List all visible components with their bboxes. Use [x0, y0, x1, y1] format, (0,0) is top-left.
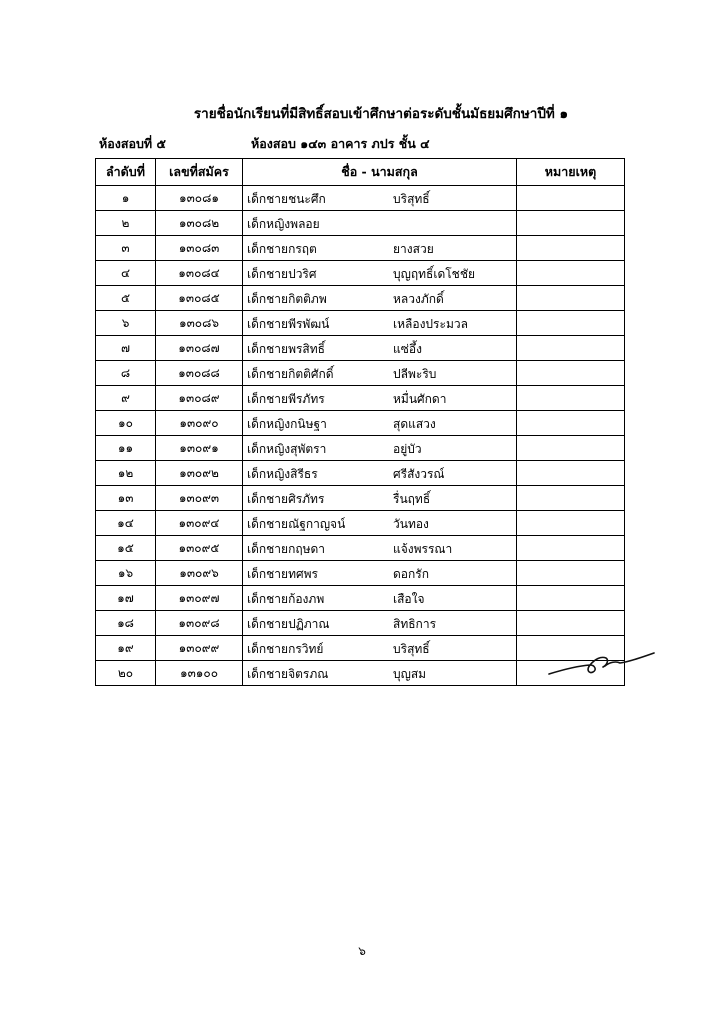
table-row — [96, 511, 625, 536]
table-row — [96, 361, 625, 386]
row-remarks — [517, 336, 625, 361]
student-first-name: เด็กชายจิตรภณ — [247, 667, 329, 681]
row-application-number: ๑๓๑๐๐ — [156, 661, 243, 686]
student-last-name: สิทธิการ — [393, 617, 437, 631]
row-remarks — [517, 411, 625, 436]
row-remarks — [517, 386, 625, 411]
table-row — [96, 411, 625, 436]
table-row — [96, 286, 625, 311]
student-first-name: เด็กหญิงพลอย — [247, 217, 320, 231]
row-full-name — [243, 186, 517, 211]
row-order-number: ๒๐ — [96, 661, 156, 686]
row-application-number: ๑๓๐๙๐ — [156, 411, 243, 436]
student-last-name: แซ่อึ้ง — [393, 342, 422, 356]
document-title: รายชื่อนักเรียนที่มีสิทธิ์สอบเข้าศึกษาต่อระดับชั้นมัธยมศึกษาปีที่ ๑ — [193, 106, 569, 122]
header-application-number: เลขที่สมัคร — [156, 159, 243, 186]
row-order-number: ๓ — [96, 236, 156, 261]
student-first-name: เด็กชายกรวิทย์ — [247, 642, 324, 656]
row-full-name — [243, 286, 517, 311]
row-remarks — [517, 561, 625, 586]
row-application-number: ๑๓๐๙๗ — [156, 586, 243, 611]
row-order-number: ๙ — [96, 386, 156, 411]
page-number: ๖ — [358, 944, 366, 958]
exam-room-number: ห้องสอบที่ ๕ — [99, 136, 166, 151]
row-remarks — [517, 311, 625, 336]
table-row — [96, 236, 625, 261]
student-last-name: บริสุทธิ์ — [393, 192, 430, 206]
row-full-name — [243, 311, 517, 336]
row-remarks — [517, 536, 625, 561]
table-row — [96, 536, 625, 561]
row-remarks — [517, 436, 625, 461]
row-remarks — [517, 511, 625, 536]
row-application-number: ๑๓๐๙๓ — [156, 486, 243, 511]
student-first-name: เด็กหญิงสุพัตรา — [247, 442, 327, 456]
student-first-name: เด็กชายก้องภพ — [247, 592, 325, 606]
row-remarks — [517, 586, 625, 611]
row-order-number: ๑ — [96, 186, 156, 211]
row-application-number: ๑๓๐๘๒ — [156, 211, 243, 236]
row-full-name — [243, 611, 517, 636]
student-last-name: แจ้งพรรณา — [393, 542, 453, 556]
exam-room-location: ห้องสอบ ๑๔๓ อาคาร ภปร ชั้น ๔ — [251, 136, 430, 151]
table-header-row — [96, 159, 625, 186]
student-roster-table — [95, 158, 625, 686]
row-full-name — [243, 236, 517, 261]
row-full-name — [243, 261, 517, 286]
table-row — [96, 586, 625, 611]
student-last-name: บริสุทธิ์ — [393, 642, 430, 656]
row-application-number: ๑๓๐๘๕ — [156, 286, 243, 311]
table-body — [96, 186, 625, 686]
table-row — [96, 186, 625, 211]
student-first-name: เด็กชายกิตติศักดิ์ — [247, 367, 334, 381]
row-application-number: ๑๓๐๘๘ — [156, 361, 243, 386]
row-application-number: ๑๓๐๘๙ — [156, 386, 243, 411]
row-remarks — [517, 611, 625, 636]
table-row — [96, 486, 625, 511]
student-last-name: วันทอง — [393, 517, 429, 531]
row-full-name — [243, 386, 517, 411]
row-remarks — [517, 261, 625, 286]
row-full-name — [243, 436, 517, 461]
row-remarks — [517, 486, 625, 511]
student-last-name: หมื่นศักดา — [393, 392, 447, 406]
row-full-name — [243, 336, 517, 361]
student-first-name: เด็กชายกฤษดา — [247, 542, 326, 556]
student-last-name: อยู่บัว — [393, 442, 422, 456]
student-first-name: เด็กชายพรสิทธิ์ — [247, 342, 325, 356]
student-last-name: บุญฤทธิ์เดโชชัย — [393, 267, 476, 281]
student-last-name: หลวงภักดิ์ — [393, 292, 444, 306]
row-order-number: ๔ — [96, 261, 156, 286]
header-full-name: ชื่อ - นามสกุล — [243, 159, 517, 186]
student-first-name: เด็กหญิงกนิษฐา — [247, 417, 327, 431]
table-row — [96, 211, 625, 236]
signature-mark — [546, 646, 658, 678]
student-first-name: เด็กหญิงสิรีธร — [247, 467, 318, 481]
row-order-number: ๕ — [96, 286, 156, 311]
row-application-number: ๑๓๐๙๔ — [156, 511, 243, 536]
row-remarks — [517, 211, 625, 236]
table-row — [96, 336, 625, 361]
header-order-number: ลำดับที่ — [96, 159, 156, 186]
row-application-number: ๑๓๐๙๘ — [156, 611, 243, 636]
student-first-name: เด็กชายพีรพัฒน์ — [247, 317, 330, 331]
student-first-name: เด็กชายศิรภัทร — [247, 492, 325, 506]
student-last-name: ดอกรัก — [393, 567, 429, 581]
row-full-name — [243, 536, 517, 561]
student-last-name: ปลีพะริบ — [393, 367, 437, 381]
row-application-number: ๑๓๐๘๓ — [156, 236, 243, 261]
row-application-number: ๑๓๐๘๖ — [156, 311, 243, 336]
student-first-name: เด็กชายปฏิภาณ — [247, 617, 330, 631]
table-row — [96, 561, 625, 586]
row-full-name — [243, 661, 517, 686]
row-remarks — [517, 186, 625, 211]
student-first-name: เด็กชายพีรภัทร — [247, 392, 325, 406]
row-order-number: ๑๒ — [96, 461, 156, 486]
row-full-name — [243, 636, 517, 661]
table-row — [96, 261, 625, 286]
student-last-name: ยางสวย — [393, 242, 434, 256]
row-full-name — [243, 561, 517, 586]
row-full-name — [243, 461, 517, 486]
row-order-number: ๘ — [96, 361, 156, 386]
student-last-name: ศรีสังวรณ์ — [393, 467, 445, 481]
row-full-name — [243, 211, 517, 236]
student-first-name: เด็กชายกรฤต — [247, 242, 317, 256]
row-order-number: ๑๗ — [96, 586, 156, 611]
table-row — [96, 311, 625, 336]
student-last-name: เหลืองประมวล — [393, 317, 468, 331]
row-application-number: ๑๓๐๙๒ — [156, 461, 243, 486]
row-remarks — [517, 286, 625, 311]
table-row — [96, 461, 625, 486]
header-remarks: หมายเหตุ — [517, 159, 625, 186]
student-first-name: เด็กชายปวริศ — [247, 267, 317, 281]
student-last-name: สุดแสวง — [393, 417, 436, 431]
row-order-number: ๑๙ — [96, 636, 156, 661]
row-order-number: ๑๔ — [96, 511, 156, 536]
row-application-number: ๑๓๐๙๙ — [156, 636, 243, 661]
row-remarks — [517, 461, 625, 486]
row-full-name — [243, 361, 517, 386]
student-first-name: เด็กชายกิตติภพ — [247, 292, 327, 306]
row-order-number: ๑๓ — [96, 486, 156, 511]
row-order-number: ๖ — [96, 311, 156, 336]
student-first-name: เด็กชายณัฐกาญจน์ — [247, 517, 346, 531]
table-row — [96, 611, 625, 636]
row-order-number: ๑๘ — [96, 611, 156, 636]
row-application-number: ๑๓๐๙๕ — [156, 536, 243, 561]
row-full-name — [243, 486, 517, 511]
student-first-name: เด็กชายชนะศึก — [247, 192, 326, 206]
row-full-name — [243, 586, 517, 611]
row-application-number: ๑๓๐๘๑ — [156, 186, 243, 211]
table-row — [96, 386, 625, 411]
row-application-number: ๑๓๐๙๖ — [156, 561, 243, 586]
row-order-number: ๑๕ — [96, 536, 156, 561]
row-order-number: ๑๑ — [96, 436, 156, 461]
student-first-name: เด็กชายทศพร — [247, 567, 318, 581]
row-full-name — [243, 511, 517, 536]
row-application-number: ๑๓๐๘๗ — [156, 336, 243, 361]
row-remarks — [517, 236, 625, 261]
row-full-name — [243, 411, 517, 436]
row-order-number: ๑๐ — [96, 411, 156, 436]
student-last-name: บุญสม — [393, 667, 427, 681]
row-order-number: ๒ — [96, 211, 156, 236]
row-order-number: ๑๖ — [96, 561, 156, 586]
student-last-name: เสือใจ — [393, 592, 425, 606]
row-application-number: ๑๓๐๙๑ — [156, 436, 243, 461]
row-remarks — [517, 361, 625, 386]
table-row — [96, 436, 625, 461]
row-order-number: ๗ — [96, 336, 156, 361]
row-application-number: ๑๓๐๘๔ — [156, 261, 243, 286]
student-last-name: รื่นฤทธิ์ — [393, 492, 431, 506]
